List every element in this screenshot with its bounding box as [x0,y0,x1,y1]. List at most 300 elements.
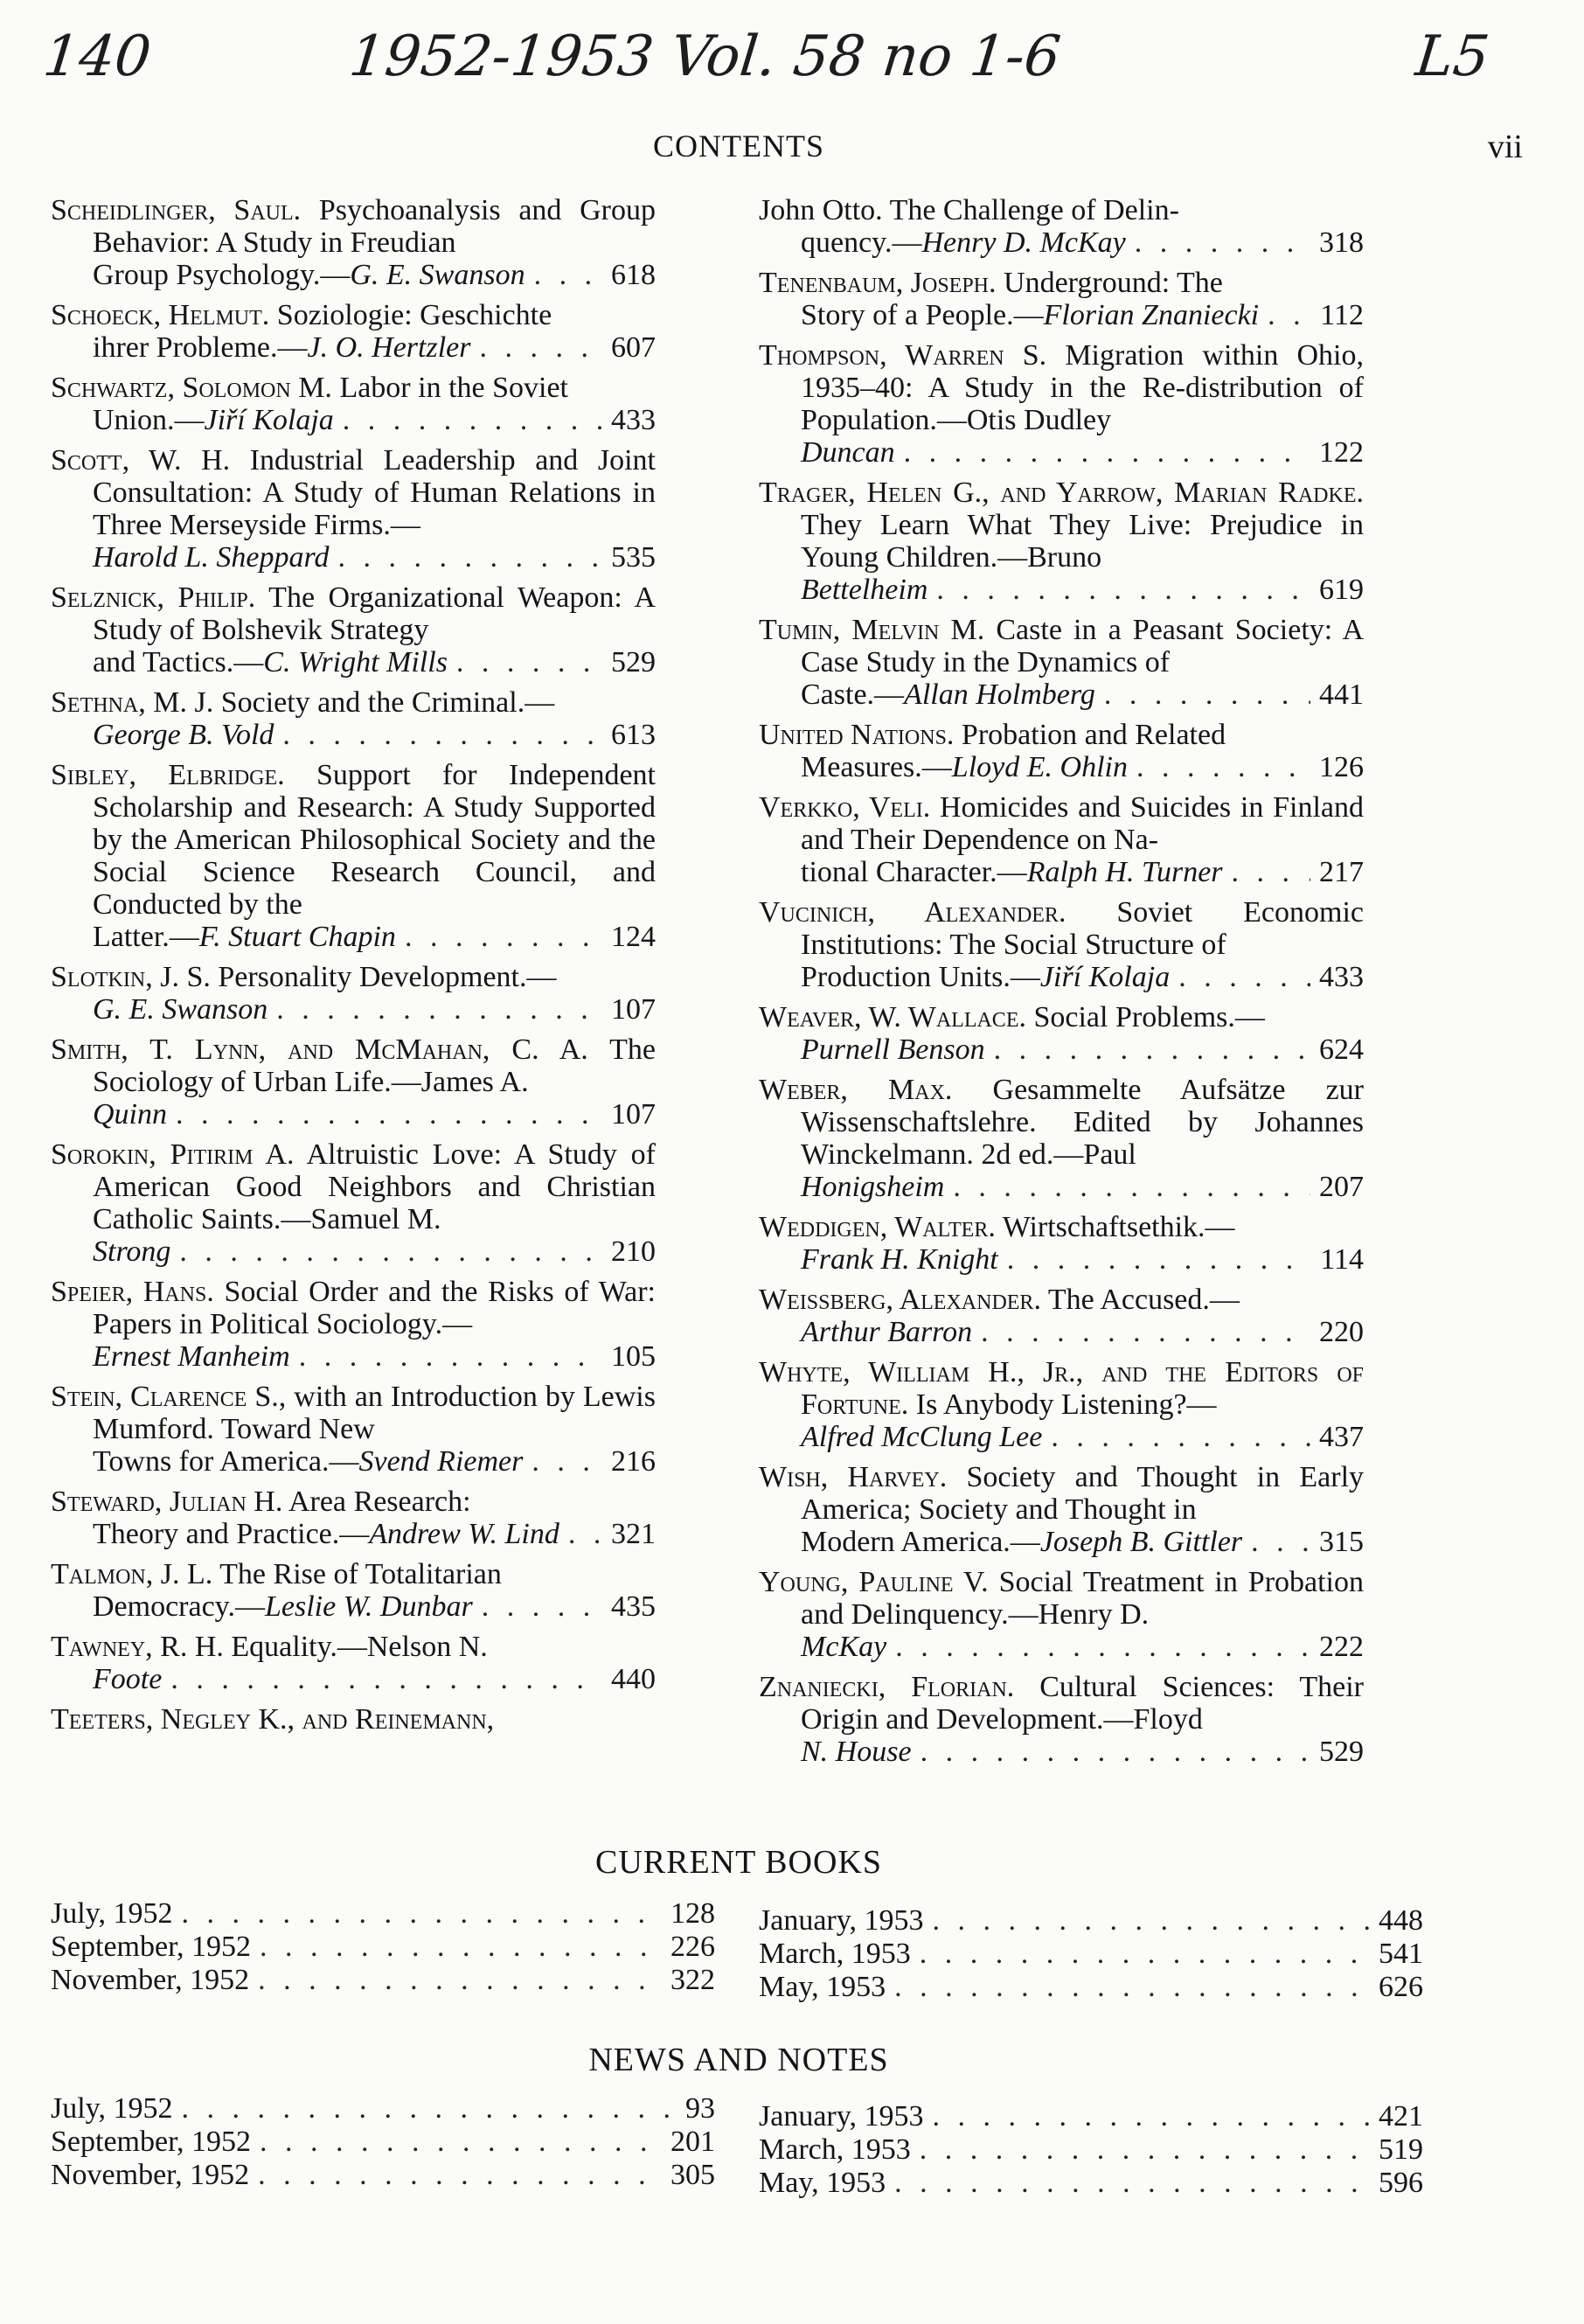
entry-author: Scheidlinger, Saul. [51,194,302,226]
page-title: CONTENTS [653,129,824,164]
entry-title: Social Problems.— [1033,1001,1265,1033]
news-notes-right-list [759,2100,1423,2200]
entry-leader-text [801,961,1170,993]
entry-author: Talmon, J. L. [51,1558,213,1590]
entry-reviewer: Ralph H. Turner [1026,856,1223,888]
entry-title-end: Production Units.— [801,961,1040,993]
issue-date: September, 1952 [51,2126,252,2158]
dot-leader [1136,751,1310,783]
entry-text [759,791,1364,856]
contents-entry [759,477,1364,606]
entry-page-number: 107 [611,993,656,1026]
entry-author: Schwartz, Solomon M. [51,372,332,404]
entry-title-end: quency.— [801,226,922,259]
entry-text [759,719,1364,751]
dot-leader [260,1931,662,1964]
entry-page-number: 440 [611,1663,656,1695]
entry-title-end: ihrer Probleme.— [93,331,308,364]
entry-title: Soviet Economic Institutions: The Social Structure of [801,896,1364,961]
entry-leader-text [801,574,927,606]
entry-title: Is Anybody Listening?— [915,1388,1217,1421]
entry-leader-text [801,1171,944,1203]
entry-page-number: 437 [1319,1421,1364,1453]
entry-author: Whyte, William H., Jr., and the Editors of Fortune. [759,1356,1364,1421]
entry-title: Social Order and the Risks of War: Papers in Political Sociology.— [93,1276,656,1340]
contents-entry [51,581,656,678]
issue-row [51,1931,715,1964]
dot-leader [933,1904,1370,1938]
entry-author: Scott, W. H. [51,444,231,477]
dot-leader [1268,299,1311,331]
contents-entry [51,444,656,574]
entry-leader-line [759,1421,1364,1453]
entry-text [51,1558,656,1590]
entry-leader-text [93,719,274,751]
entry-leader-line [759,751,1364,783]
entry-text [759,194,1364,226]
entry-leader-text [801,436,895,469]
entry-author: Steward, Julian H. [51,1486,283,1518]
entry-page-number: 433 [1319,961,1364,993]
dot-leader [1051,1421,1310,1453]
issue-date: November, 1952 [51,2159,250,2191]
dot-leader [1007,1243,1312,1276]
dot-leader [299,1340,602,1373]
dot-leader [894,2167,1370,2200]
entry-leader-text [801,1243,998,1276]
issue-page-number: 322 [670,1964,715,1996]
entry-text [759,477,1364,574]
entry-author: Schoeck, Helmut. [51,299,270,331]
entry-title: Industrial Leadership and Joint Consultation: A Study of Human Relations in Three Merseyside Firms.— [93,444,657,541]
entry-leader-line [759,678,1364,711]
issue-date: July, 1952 [51,1897,173,1930]
entry-reviewer: Foote [93,1663,163,1695]
entry-title: Labor in the Soviet [339,372,568,404]
entry-title: Caste in a Peasant Society: A Case Study in the Dynamics of [801,614,1365,678]
entry-reviewer: Arthur Barron [801,1316,973,1348]
entry-leader-text [93,1663,162,1695]
entry-leader-line [759,1033,1364,1066]
issue-page-number: 93 [685,2092,715,2125]
entry-author: Verkko, Veli. [759,791,931,824]
entry-leader-text [93,259,525,291]
contents-entry [759,719,1364,783]
contents-entry [51,299,656,364]
entry-reviewer: Frank H. Knight [801,1243,998,1276]
entry-leader-line [759,226,1364,259]
entry-text [51,1703,656,1736]
entry-reviewer: Svend Riemer [358,1445,524,1478]
dot-leader [276,993,602,1026]
dot-leader [1135,226,1310,259]
entry-text [51,1631,656,1663]
entry-title-end: Towns for America.— [93,1445,359,1478]
entry-page-number: 619 [1319,574,1364,606]
entry-author: Selznick, Philip. [51,581,256,614]
entry-title: Equality.—Nelson N. [231,1631,488,1663]
entry-title-end: Democracy.— [93,1590,265,1623]
entry-title-end: Latter.— [93,921,199,953]
entry-author: Teeters, Negley K., and Reinemann, [51,1703,495,1736]
contents-entry [759,339,1364,469]
entry-leader-text [93,1098,167,1131]
dot-leader [258,2159,662,2192]
issue-date: November, 1952 [51,1964,250,1996]
contents-entry [51,372,656,436]
entry-page-number: 210 [611,1235,656,1268]
entry-leader-line [51,1518,656,1550]
contents-right-column [759,194,1364,1776]
dot-leader [405,921,602,953]
entry-text [51,299,656,331]
issue-date: January, 1953 [759,2100,924,2133]
entry-leader-line [51,1235,656,1268]
entry-author: Weber, Max. [759,1074,953,1106]
current-books-left-list [51,1897,715,1997]
entry-leader-line [51,404,656,436]
entry-leader-text [801,299,1259,331]
entry-page-number: 112 [1320,299,1364,331]
entry-leader-text [93,1518,559,1550]
dot-leader [176,1098,602,1131]
contents-entry [51,1558,656,1623]
issue-row [759,2133,1423,2167]
entry-author: Tawney, R. H. [51,1631,224,1663]
entry-title-end: Union.— [93,404,205,436]
contents-entry [51,1381,656,1478]
entry-text [51,686,656,719]
entry-leader-line [51,1098,656,1131]
entry-leader-text [93,921,396,953]
entry-leader-text [93,1340,290,1373]
entry-text [759,339,1364,436]
dot-leader [282,719,602,751]
entry-leader-text [801,1631,886,1663]
entry-page-number: 126 [1319,751,1364,783]
entry-reviewer: G. E. Swanson [93,993,268,1026]
entry-author: Weaver, W. Wallace. [759,1001,1026,1033]
entry-leader-text [93,646,448,678]
entry-page-number: 435 [611,1590,656,1623]
issue-page-number: 519 [1379,2133,1423,2166]
entry-reviewer: McKay [801,1631,887,1663]
issue-page-number: 305 [670,2159,715,2191]
entry-leader-line [759,1171,1364,1203]
entry-text [759,267,1364,299]
entry-leader-text [801,1421,1042,1453]
entry-leader-line [51,259,656,291]
entry-page-number: 529 [611,646,656,678]
issue-date: July, 1952 [51,2092,173,2125]
contents-entry [759,1211,1364,1276]
issue-page-number: 128 [670,1897,715,1930]
entry-text [759,896,1364,961]
entry-leader-text [801,1526,1242,1558]
entry-reviewer: Allan Holmberg [904,678,1095,711]
entry-leader-line [759,436,1364,469]
entry-title-end: Group Psychology.— [93,259,351,291]
dot-leader [1178,961,1310,993]
issue-page-number: 596 [1379,2167,1423,2199]
dot-leader [895,1631,1310,1663]
contents-entry [759,896,1364,993]
entry-reviewer: Henry D. McKay [921,226,1126,259]
entry-leader-text [93,541,329,574]
dot-leader [260,2126,662,2159]
news-notes-left-list [51,2092,715,2192]
entry-text [759,614,1364,678]
entry-author: Weissberg, Alexander. [759,1284,1041,1316]
entry-reviewer: J. O. Hertzler [307,331,471,364]
dot-leader [181,1897,662,1931]
entry-title: Gesammelte Aufsätze zur Wissenschaftslehre. Edited by Johannes Winckelmann. 2d ed.—Paul [801,1074,1364,1171]
entry-text [51,759,656,921]
entry-leader-line [51,1445,656,1478]
dot-leader [1104,678,1310,711]
entry-leader-line [759,1243,1364,1276]
issue-row [759,1938,1423,1971]
dot-leader [568,1518,602,1550]
entry-text [759,1211,1364,1243]
entry-leader-text [801,678,1095,711]
entry-text [51,444,656,541]
issue-row [759,2100,1423,2133]
dot-leader [894,1971,1370,2004]
entry-leader-line [759,1316,1364,1348]
entry-reviewer: Joseph B. Gittler [1039,1526,1243,1558]
entry-leader-line [759,1736,1364,1768]
dot-leader [1232,856,1310,888]
entry-author: Sethna, M. J. [51,686,214,719]
entry-leader-line [759,961,1364,993]
contents-entry [51,1033,656,1131]
entry-title: Wirtschaftsethik.— [1002,1211,1235,1243]
entry-author: Vucinich, Alexander. [759,896,1066,929]
entry-text [51,1138,656,1235]
contents-entry [759,1461,1364,1558]
entry-page-number: 321 [611,1518,656,1550]
entry-author: Sorokin, Pitirim A. [51,1138,295,1171]
entry-leader-line [51,646,656,678]
issue-date: March, 1953 [759,2133,911,2166]
issue-row [759,1904,1423,1938]
contents-entry [759,267,1364,331]
entry-reviewer: Andrew W. Lind [369,1518,559,1550]
entry-author: Speier, Hans. [51,1276,214,1308]
entry-leader-line [51,993,656,1026]
dot-leader [534,259,602,291]
contents-entry [759,194,1364,259]
issue-date: March, 1953 [759,1938,911,1970]
entry-title-end: Measures.— [801,751,952,783]
entry-text [759,1566,1364,1631]
contents-entry [51,1631,656,1695]
entry-leader-text [93,1445,523,1478]
entry-reviewer: N. House [801,1736,912,1768]
entry-author: Slotkin, J. S. [51,961,211,993]
entry-title: Underground: The [1004,267,1223,299]
entry-leader-line [759,1526,1364,1558]
entry-leader-line [759,299,1364,331]
news-and-notes-heading: NEWS AND NOTES [588,2042,889,2078]
entry-author: Tenenbaum, Joseph. [759,267,997,299]
issue-date: September, 1952 [51,1931,252,1963]
entry-title: The Accused.— [1047,1284,1240,1316]
entry-leader-text [93,331,470,364]
entry-author: Young, Pauline V. [759,1566,989,1598]
issue-row [51,2159,715,2192]
issue-page-number: 448 [1379,1904,1423,1937]
entry-reviewer: Ernest Manheim [93,1340,290,1373]
issue-row [51,2126,715,2159]
entry-title-end: Story of a People.— [801,299,1044,331]
entry-reviewer: Florian Znaniecki [1043,299,1260,331]
issue-row [759,2167,1423,2200]
entry-title: Cultural Sciences: Their Origin and Development.—Floyd [801,1671,1365,1736]
entry-page-number: 607 [611,331,656,364]
issue-page-number: 226 [670,1931,715,1963]
entry-text [51,1486,656,1518]
contents-entry [51,961,656,1026]
entry-title: Area Research: [288,1486,471,1518]
dot-leader [920,2133,1370,2167]
entry-text [51,194,656,259]
entry-reviewer: Leslie W. Dunbar [264,1590,473,1623]
entry-text [759,1284,1364,1316]
contents-entry [51,686,656,751]
issue-row [51,1964,715,1997]
contents-entry [759,1001,1364,1066]
dot-leader [337,541,602,574]
entry-page-number: 217 [1319,856,1364,888]
entry-author: Znaniecki, Florian. [759,1671,1015,1703]
entry-page-number: 222 [1319,1631,1364,1663]
entry-author: Thompson, Warren S. [759,339,1047,372]
entry-text [51,1381,656,1445]
contents-entry [759,1671,1364,1768]
entry-page-number: 107 [611,1098,656,1131]
entry-reviewer: C. Wright Mills [263,646,448,678]
handwritten-location-code: L5 [1413,24,1493,89]
entry-leader-text [801,856,1223,888]
entry-title-end: Caste.— [801,678,905,711]
entry-leader-line [759,856,1364,888]
entry-page-number: 315 [1319,1526,1364,1558]
entry-title: with an Introduction by Lewis Mumford. Toward New [93,1381,656,1445]
entry-leader-text [801,751,1128,783]
entry-leader-line [759,574,1364,606]
dot-leader [170,1663,602,1695]
entry-page-number: 613 [611,719,656,751]
entry-page-number: 124 [611,921,656,953]
entry-reviewer: Jiří Kolaja [204,404,334,436]
entry-leader-line [51,1663,656,1695]
entry-title-end: Theory and Practice.— [93,1518,370,1550]
dot-leader [482,1590,602,1623]
entry-reviewer: F. Stuart Chapin [198,921,396,953]
entry-reviewer: George B. Vold [93,719,274,751]
entry-reviewer: Bettelheim [801,574,928,606]
dot-leader [994,1033,1310,1066]
dot-leader [936,574,1310,606]
entry-reviewer: Harold L. Sheppard [93,541,330,574]
dot-leader [981,1316,1310,1348]
entry-title: Migration within Ohio, 1935–40: A Study in the Re-distribution of Population.—Otis Dudley [801,339,1365,436]
entry-author: Stein, Clarence S., [51,1381,287,1413]
entry-title: Altruistic Love: A Study of American Good Neighbors and Christian Catholic Saints.—Samuel M. [93,1138,657,1235]
current-books-heading: CURRENT BOOKS [595,1844,882,1881]
entry-page-number: 441 [1319,678,1364,711]
entry-title: Homicides and Suicides in Finland and Their Dependence on Na- [801,791,1364,856]
dot-leader [258,1964,662,1997]
contents-entry [51,1703,656,1736]
contents-left-column [51,194,656,1743]
entry-title: Society and the Criminal.— [220,686,555,719]
entry-reviewer: Alfred McClung Lee [801,1421,1043,1453]
dot-leader [456,646,602,678]
handwritten-shelf-number: 140 [40,24,155,89]
issue-page-number: 421 [1379,2100,1423,2133]
entry-author: Trager, Helen G., and Yarrow, Marian Radke. [759,477,1364,509]
entry-reviewer: Quinn [93,1098,167,1131]
dot-leader [343,404,602,436]
entry-author: Weddigen, Walter. [759,1211,996,1243]
entry-title: Psychoanalysis and Group Behavior: A Study in Freudian [93,194,656,259]
dot-leader [1251,1526,1310,1558]
contents-entry [51,1138,656,1268]
entry-author: Tumin, Melvin M. [759,614,985,646]
entry-author: United Nations. [759,719,955,751]
entry-leader-text [801,1033,985,1066]
issue-page-number: 541 [1379,1938,1423,1970]
entry-page-number: 216 [611,1445,656,1478]
entry-text [759,1001,1364,1033]
entry-title: John Otto. The Challenge of Delin- [759,194,1179,226]
dot-leader [181,2092,677,2126]
entry-leader-line [51,719,656,751]
handwritten-volume-note: 1952-1953 Vol. 58 no 1-6 [346,24,1064,89]
entry-leader-line [51,331,656,364]
entry-title: Personality Development.— [218,961,557,993]
entry-reviewer: Lloyd E. Ohlin [951,751,1128,783]
dot-leader [179,1235,602,1268]
entry-page-number: 318 [1319,226,1364,259]
entry-leader-line [51,1590,656,1623]
entry-reviewer: Jiří Kolaja [1039,961,1171,993]
contents-entry [51,1276,656,1373]
issue-date: May, 1953 [759,2167,886,2199]
entry-reviewer: G. E. Swanson [350,259,525,291]
dot-leader [904,436,1310,469]
entry-author: Smith, T. Lynn, and McMahan, C. A. [51,1033,588,1066]
entry-text [51,961,656,993]
contents-entry [51,759,656,953]
contents-entry [51,1486,656,1550]
entry-title-end: Modern America.— [801,1526,1040,1558]
entry-leader-text [93,404,334,436]
entry-author: Wish, Harvey. [759,1461,948,1493]
entry-page-number: 529 [1319,1736,1364,1768]
entry-title-end: and Tactics.— [93,646,264,678]
entry-page-number: 105 [611,1340,656,1373]
entry-text [759,1671,1364,1736]
entry-text [51,1276,656,1340]
entry-page-number: 220 [1319,1316,1364,1348]
entry-page-number: 535 [611,541,656,574]
entry-text [759,1074,1364,1171]
issue-page-number: 201 [670,2126,715,2158]
